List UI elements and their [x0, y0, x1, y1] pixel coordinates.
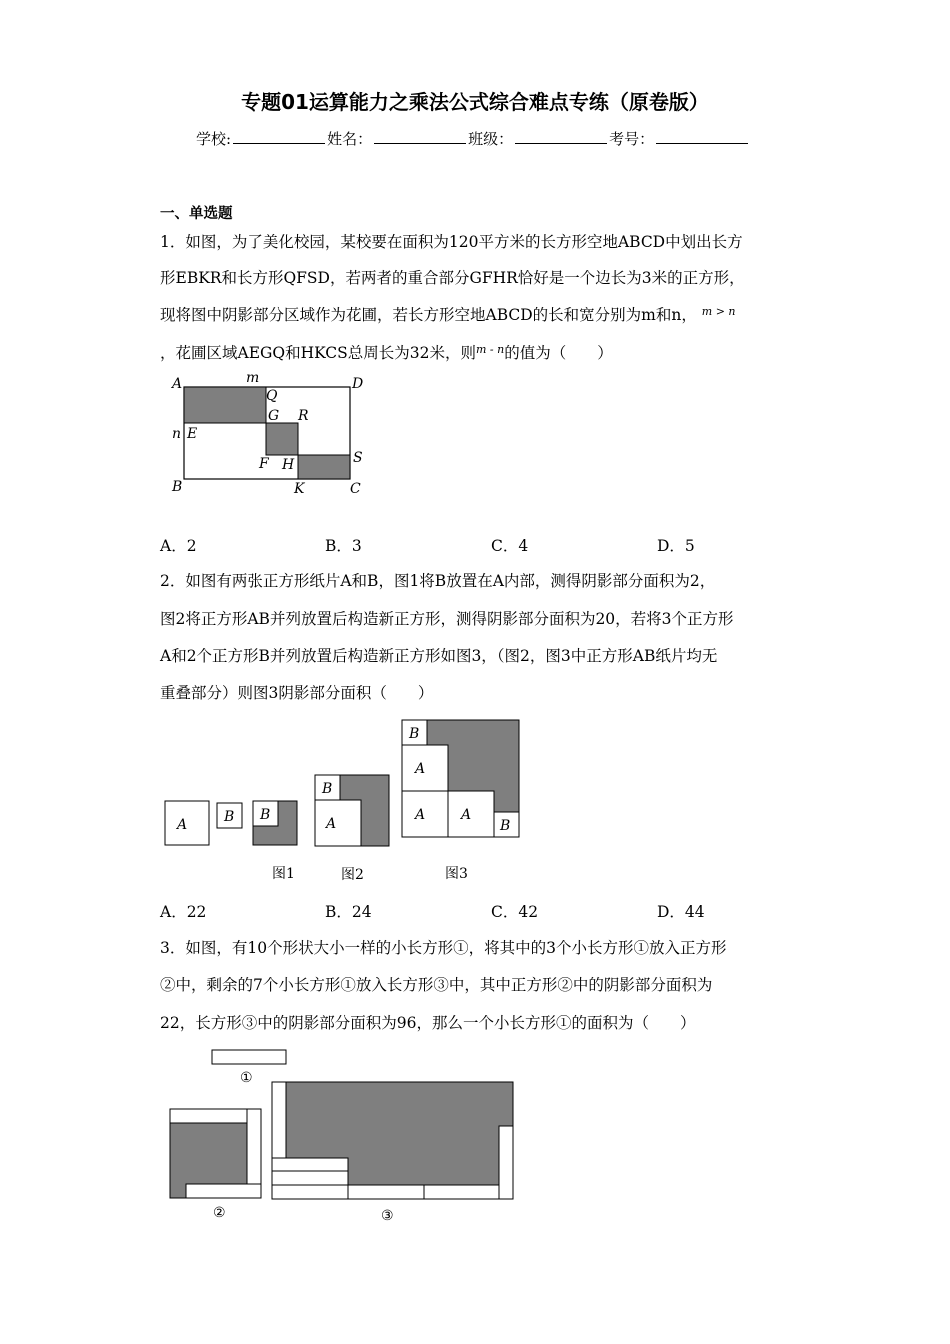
q3-figure	[160, 1044, 530, 1229]
label-b: B	[224, 809, 235, 825]
fig2-caption: 图2	[341, 867, 364, 883]
label-q: Q	[266, 388, 278, 404]
fig3-label-a-3: A	[461, 807, 472, 823]
label-r: R	[298, 408, 309, 424]
fig3-label-a-1: A	[415, 761, 426, 777]
q1-line-3	[160, 303, 736, 325]
caption-3: ③	[381, 1208, 394, 1224]
q1-option-b[interactable]: B．3	[325, 537, 362, 555]
q2-option-c[interactable]: C．42	[491, 903, 539, 921]
label-d: D	[352, 376, 364, 392]
shaded-gfhr	[266, 423, 298, 455]
q1-line-4-text: ，花圃区域AEGQ和HKCS总周长为32米，则	[160, 344, 476, 362]
square-2-strip-bottom	[186, 1184, 261, 1198]
fig3-caption: 图3	[445, 866, 468, 882]
label-s: S	[353, 450, 363, 466]
q1-expression: m - n	[475, 343, 505, 356]
class-label: 班级：	[468, 130, 514, 148]
fig1-caption: 图1	[272, 866, 295, 882]
rect3-strip-stack-3	[272, 1185, 348, 1199]
label-f: F	[259, 456, 269, 472]
rect3-strip-bottom-2	[424, 1185, 499, 1199]
q2-line-2: 图2将正方形AB并列放置后构造新正方形，测得阴影部分面积为20，若将3个正方形	[160, 610, 734, 628]
label-c: C	[350, 481, 361, 497]
square-2-strip-right	[247, 1109, 261, 1184]
shaded-hkcs	[298, 455, 350, 479]
q1-option-c[interactable]: C．4	[491, 537, 529, 555]
q1-line-4	[160, 341, 613, 363]
q1-condition: m > n	[701, 305, 736, 318]
label-k: K	[294, 481, 305, 497]
q3-line-2: ②中，剩余的7个小长方形①放入长方形③中，其中正方形②中的阴影部分面积为	[160, 976, 713, 994]
q2-line-3: A和2个正方形B并列放置后构造新正方形如图3，（图2，图3中正方形AB纸片均无	[160, 647, 718, 665]
fig2-square-a	[315, 800, 361, 846]
name-label: 姓名：	[327, 130, 373, 148]
fig3-label-b-top: B	[409, 726, 420, 742]
rect3-strip-bottom-1	[348, 1185, 424, 1199]
label-m: m	[246, 370, 260, 386]
fig3-label-a-2: A	[415, 807, 426, 823]
rect3-strip-left	[272, 1082, 286, 1158]
q2-line-1: 2．如图有两张正方形纸片A和B，图1将B放置在A内部，测得阴影部分面积为2，	[160, 572, 716, 590]
q2-line-4: 重叠部分）则图3阴影部分面积（ ）	[160, 684, 434, 702]
q1-line-3-text: 现将图中阴影部分区域作为花圃，若长方形空地ABCD的长和宽分别为m和n，	[160, 306, 697, 324]
fig2-label-a: A	[326, 816, 337, 832]
label-g: G	[268, 408, 280, 424]
label-a: A	[172, 376, 183, 392]
label-n: n	[172, 426, 182, 442]
caption-1: ①	[240, 1070, 253, 1086]
q1-figure	[160, 368, 380, 500]
number-blank[interactable]	[656, 129, 748, 144]
q2-option-a[interactable]: A．22	[160, 903, 207, 921]
q1-option-d[interactable]: D．5	[657, 537, 695, 555]
q1-option-a[interactable]: A．2	[160, 537, 197, 555]
q1-line-2: 形EBKR和长方形QFSD，若两者的重合部分GFHR恰好是一个边长为3米的正方形，	[160, 269, 745, 287]
label-e: E	[187, 426, 198, 442]
label-a: A	[177, 817, 188, 833]
q2-option-d[interactable]: D．44	[657, 903, 705, 921]
q3-line-1: 3．如图，有10个形状大小一样的小长方形①，将其中的3个小长方形①放入正方形	[160, 939, 727, 957]
q3-line-3: 22，长方形③中的阴影部分面积为96，那么一个小长方形①的面积为（ ）	[160, 1014, 696, 1032]
fig3-label-b-bottom: B	[500, 818, 511, 834]
caption-2: ②	[213, 1205, 226, 1221]
school-label: 学校:	[196, 130, 232, 148]
q2-option-b[interactable]: B．24	[325, 903, 372, 921]
page-title: 专题01运算能力之乘法公式综合难点专练（原卷版）	[241, 90, 709, 114]
q1-line-1: 1．如图，为了美化校园，某校要在面积为120平方米的长方形空地ABCD中划出长方	[160, 233, 743, 251]
class-blank[interactable]	[515, 129, 607, 144]
school-blank[interactable]	[233, 129, 325, 144]
q2-figure	[160, 716, 530, 888]
fig2-label-b: B	[322, 781, 333, 797]
rect3-strip-stack-1	[272, 1158, 348, 1171]
section-heading: 一、单选题	[160, 206, 233, 222]
rect3-strip-stack-2	[272, 1171, 348, 1185]
square-2-strip-top	[170, 1109, 247, 1123]
label-h: H	[282, 457, 295, 473]
shaded-aegq	[184, 387, 266, 423]
number-label: 考号：	[609, 130, 655, 148]
fig1-label-b: B	[260, 807, 271, 823]
rect3-strip-right	[499, 1126, 513, 1199]
q1-line-4-end: 的值为（ ）	[504, 344, 613, 362]
small-rectangle-1	[212, 1050, 286, 1064]
label-b: B	[172, 479, 183, 495]
name-blank[interactable]	[374, 129, 466, 144]
student-info	[196, 128, 750, 149]
